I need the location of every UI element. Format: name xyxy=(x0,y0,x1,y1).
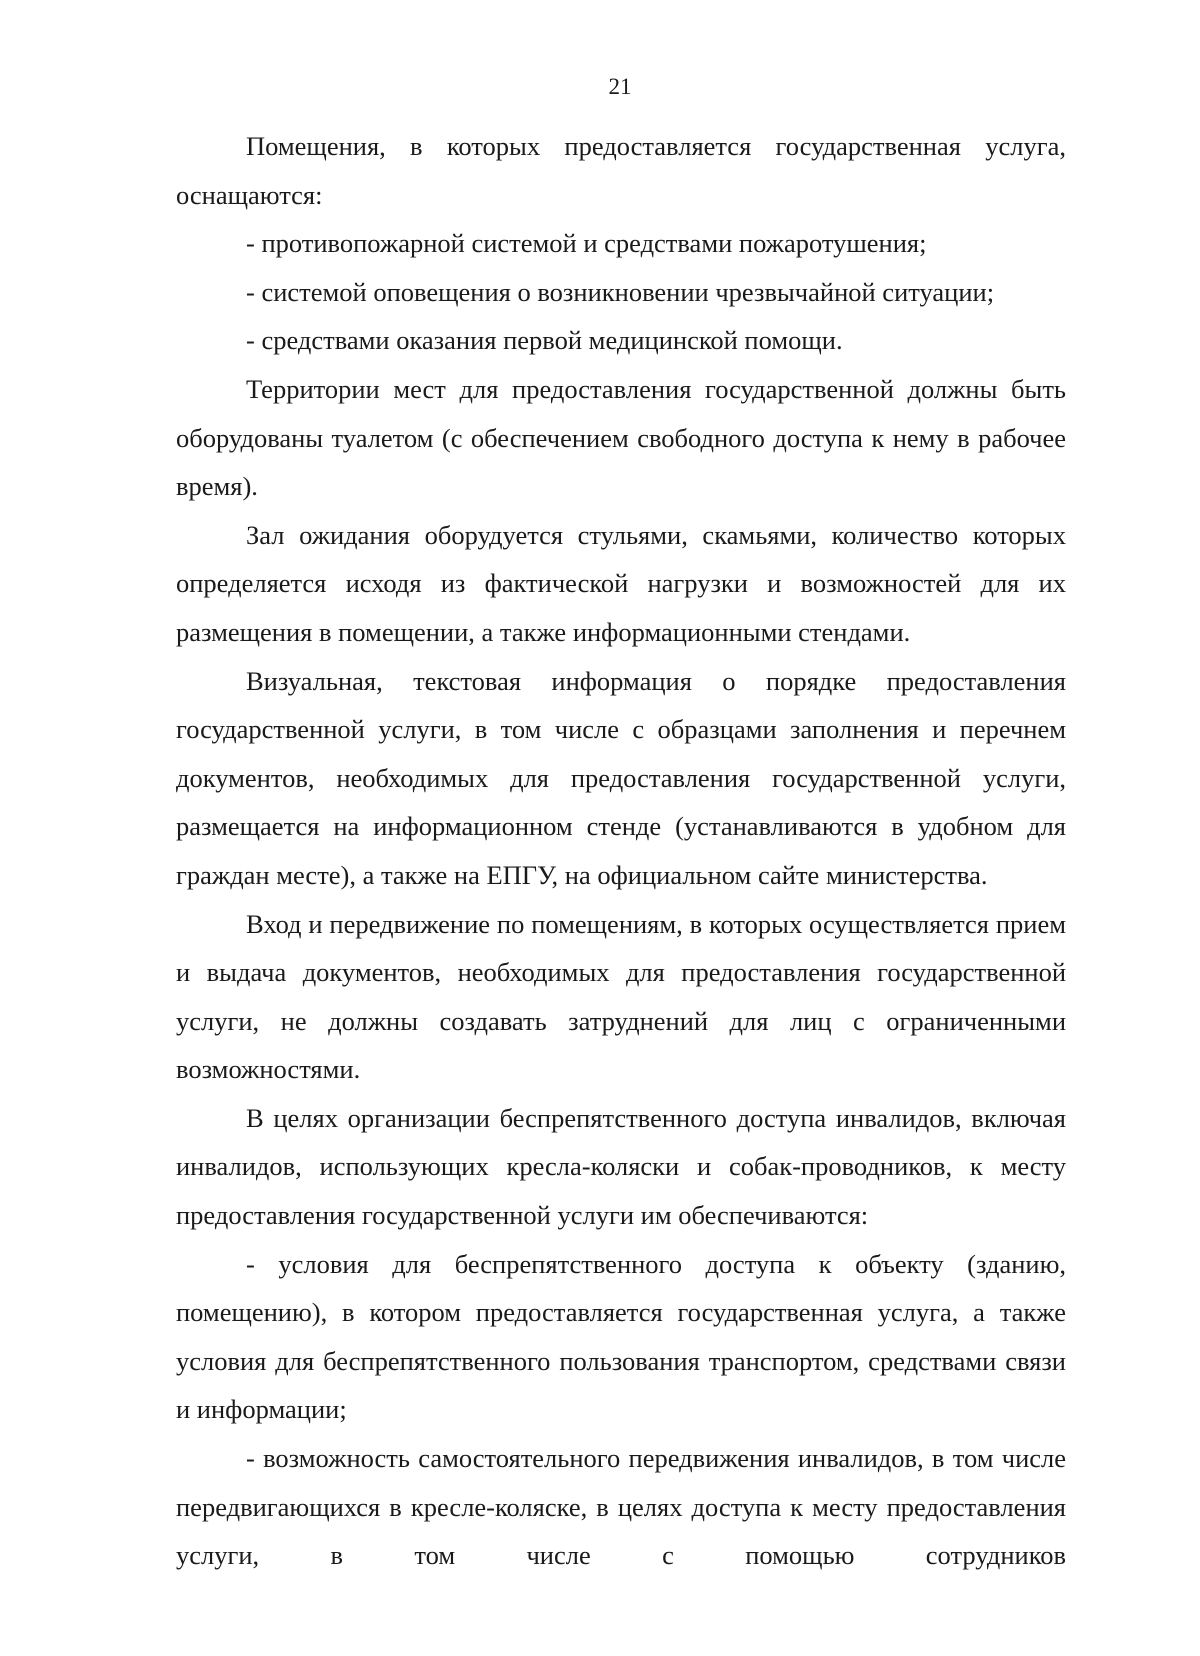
list-item-access-conditions: - условия для беспрепятственного доступа к объекту (зданию, помещению), в котором предоставляется государственная услуга, а также условия для беспрепятственного пользования транспортом, средствами связи и информации; xyxy=(176,1248,1066,1425)
list-item-first-aid: - средствами оказания первой медицинской помощи. xyxy=(246,325,843,356)
list-item-independent-movement: - возможность самостоятельного передвижения инвалидов, в том числе передвигающихся в кресле-коляске, в целях доступа к месту предоставления услуги, в том числе с помощью сотрудников xyxy=(176,1443,1066,1571)
document-body xyxy=(176,122,1066,1580)
paragraph-waiting-hall: Зал ожидания оборудуется стульями, скамьями, количество которых определяется исходя из фактической нагрузки и возможностей для их размещения в помещении, а также информационными стендами. xyxy=(176,519,1066,647)
list-item-alert-system: - системой оповещения о возникновении чрезвычайной ситуации; xyxy=(246,276,995,307)
paragraph-visual-information: Визуальная, текстовая информация о порядке предоставления государственной услуги, в том числе с образцами заполнения и перечнем документов, необходимых для предоставления государственной услуги, размещается на информационном стенде (устанавливаются в удобном для граждан месте), а также на ЕПГУ, на официальном сайте министерства. xyxy=(176,665,1066,890)
paragraph-entrance-movement: Вход и передвижение по помещениям, в которых осуществляется прием и выдача документов, необходимых для предоставления государственной услуги, не должны создавать затруднений для лиц с ограниченными возможностями. xyxy=(176,908,1066,1085)
paragraph-territory-toilet: Территории мест для предоставления государственной должны быть оборудованы туалетом (с обеспечением свободного доступа к нему в рабочее время). xyxy=(176,373,1066,502)
list-item-fire-system: - противопожарной системой и средствами пожаротушения; xyxy=(246,228,927,259)
page-number: 21 xyxy=(608,74,632,99)
paragraph-premises-equipment: Помещения, в которых предоставляется государственная услуга, оснащаются: xyxy=(176,131,1066,210)
paragraph-disabled-access: В целях организации беспрепятственного доступа инвалидов, включая инвалидов, использующих кресла-коляски и собак-проводников, к месту предоставления государственной услуги им обеспечиваются: xyxy=(176,1102,1066,1231)
